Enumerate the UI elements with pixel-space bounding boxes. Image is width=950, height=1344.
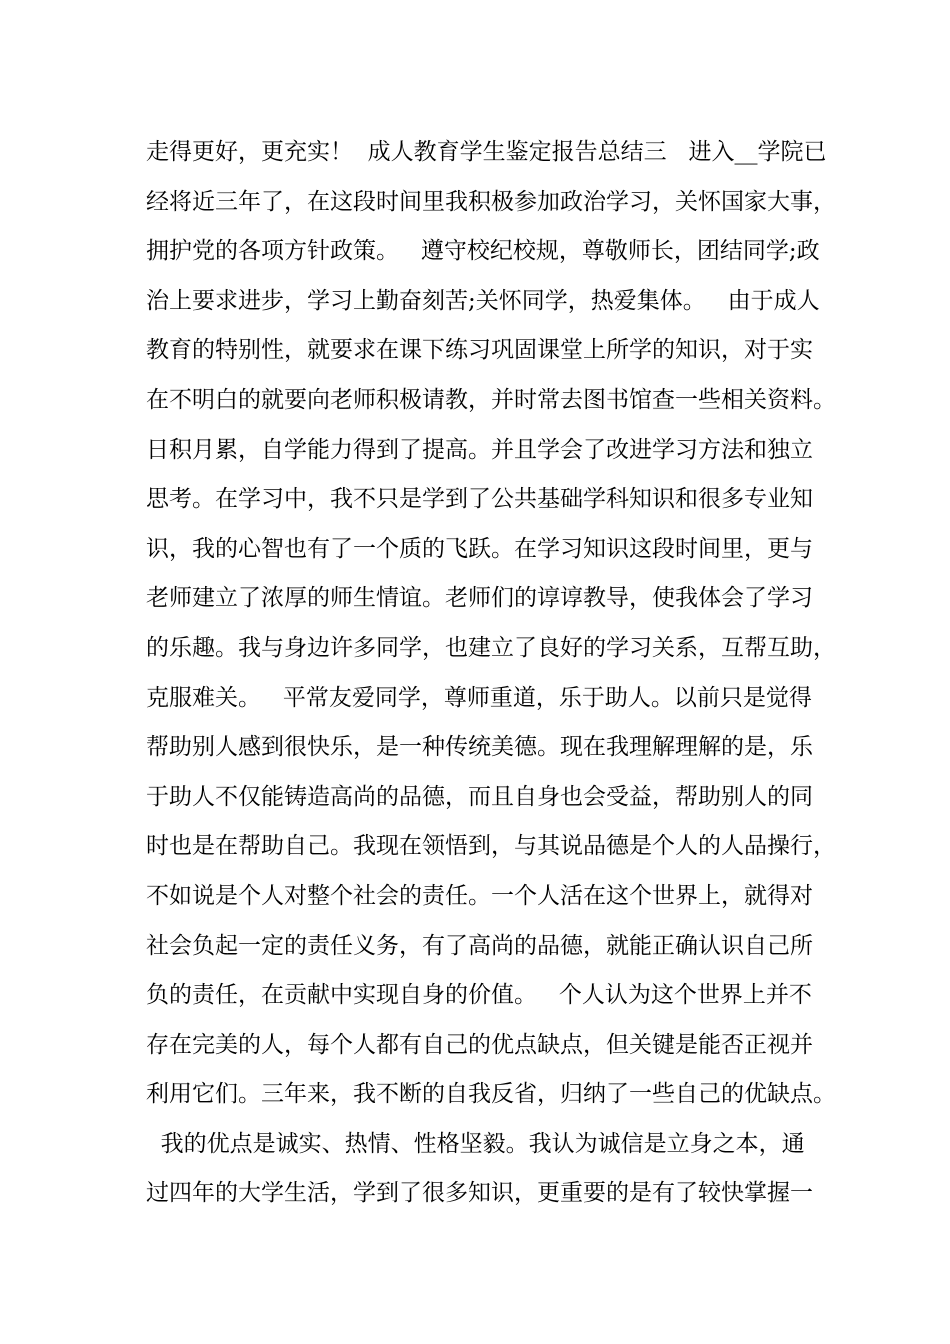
text-line: 于助人不仅能铸造高尚的品德，而且自身也会受益，帮助别人的同 — [146, 783, 813, 810]
text-line: 走得更好，更充实！ 成人教育学生鉴定报告总结三 进入__学院已 — [146, 139, 827, 165]
text-line: 利用它们。三年来，我不断的自我反省，归纳了一些自己的优缺点。 — [146, 1081, 836, 1108]
text-line: 克服难关。 平常友爱同学，尊师重道，乐于助人。以前只是觉得 — [146, 684, 812, 711]
text-line: 的乐趣。我与身边许多同学，也建立了良好的学习关系，互帮互助， — [146, 634, 836, 661]
text-line: 帮助别人感到很快乐，是一种传统美德。现在我理解理解的是，乐 — [146, 734, 813, 761]
text-line: 思考。在学习中，我不只是学到了公共基础学科知识和很多专业知 — [146, 486, 813, 513]
text-line: 我的优点是诚实、热情、性格坚毅。我认为诚信是立身之本，通 — [146, 1130, 805, 1157]
text-line: 识，我的心智也有了一个质的飞跃。在学习知识这段时间里，更与 — [146, 535, 813, 562]
text-line: 治上要求进步，学习上勤奋刻苦;关怀同学，热爱集体。 由于成人 — [146, 287, 820, 314]
text-line: 在不明白的就要向老师积极请教，并时常去图书馆查一些相关资料。 — [146, 386, 836, 413]
text-line: 老师建立了浓厚的师生情谊。老师们的谆谆教导，使我体会了学习 — [146, 585, 813, 612]
body-text — [146, 128, 846, 1219]
text-line: 经将近三年了，在这段时间里我积极参加政治学习，关怀国家大事， — [146, 188, 836, 215]
text-line: 不如说是个人对整个社会的责任。一个人活在这个世界上，就得对 — [146, 882, 813, 909]
text-line: 日积月累，自学能力得到了提高。并且学会了改进学习方法和独立 — [146, 436, 813, 463]
text-line: 教育的特别性，就要求在课下练习巩固课堂上所学的知识，对于实 — [146, 337, 813, 364]
text-line: 过四年的大学生活，学到了很多知识，更重要的是有了较快掌握一 — [146, 1180, 813, 1207]
text-line: 拥护党的各项方针政策。 遵守校纪校规，尊敬师长，团结同学;政 — [146, 238, 820, 265]
text-line: 存在完美的人，每个人都有自己的优点缺点，但关键是能否正视并 — [146, 1031, 813, 1058]
text-line: 负的责任，在贡献中实现自身的价值。 个人认为这个世界上并不 — [146, 982, 812, 1009]
text-line: 社会负起一定的责任义务，有了高尚的品德，就能正确认识自己所 — [146, 932, 813, 959]
text-line: 时也是在帮助自己。我现在领悟到，与其说品德是个人的人品操行， — [146, 833, 836, 860]
